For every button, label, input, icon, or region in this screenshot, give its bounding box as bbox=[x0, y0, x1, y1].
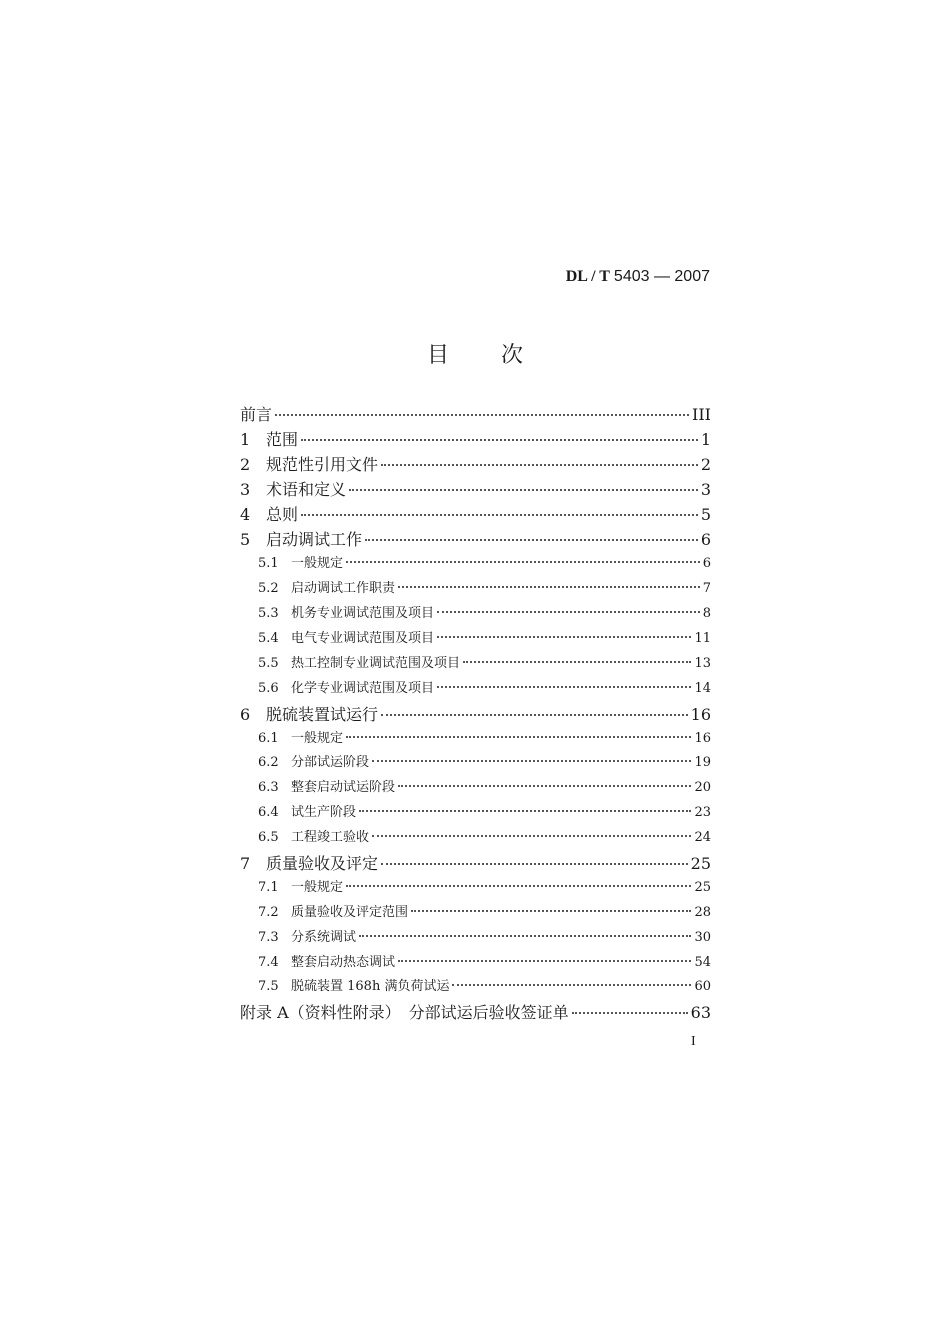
toc-entry[interactable] bbox=[240, 826, 711, 848]
toc-leader-dots bbox=[359, 810, 691, 812]
toc-leader-dots bbox=[372, 835, 691, 837]
toc-entry-number: 5.6 bbox=[258, 681, 279, 696]
page-title bbox=[0, 338, 950, 369]
toc-entry-number: 5.4 bbox=[258, 631, 279, 646]
toc-entry-label: 质量验收及评定 bbox=[266, 854, 379, 873]
toc-entry-label: 规范性引用文件 bbox=[266, 455, 379, 474]
toc-leader-dots bbox=[463, 661, 691, 663]
toc-entry-label: 范围 bbox=[266, 430, 299, 449]
toc-entry-page: 13 bbox=[694, 656, 711, 671]
toc-entry-label: 附录 A（资料性附录） 分部试运后验收签证单 bbox=[240, 1003, 569, 1022]
toc-entry-page: 3 bbox=[700, 480, 711, 499]
toc-entry-number: 7.4 bbox=[258, 955, 279, 970]
toc-entry[interactable] bbox=[240, 527, 711, 549]
toc-entry[interactable] bbox=[240, 801, 711, 823]
toc-entry-label: 一般规定 bbox=[291, 731, 344, 746]
toc-entry[interactable] bbox=[240, 502, 711, 524]
toc-entry[interactable] bbox=[240, 652, 711, 674]
toc-entry[interactable] bbox=[240, 1000, 711, 1022]
toc-entry[interactable] bbox=[240, 951, 711, 973]
toc-entry-label: 前言 bbox=[240, 405, 273, 424]
toc-entry-label: 启动调试工作 bbox=[266, 530, 363, 549]
toc-entry-label: 分系统调试 bbox=[291, 930, 357, 945]
toc-entry-page: 6 bbox=[700, 530, 711, 549]
toc-entry[interactable] bbox=[240, 727, 711, 749]
toc-leader-dots bbox=[411, 910, 691, 912]
toc-leader-dots bbox=[301, 514, 698, 516]
toc-entry[interactable] bbox=[240, 477, 711, 499]
toc-entry-label: 化学专业调试范围及项目 bbox=[291, 681, 435, 696]
toc-entry-page: III bbox=[692, 405, 711, 424]
toc-entry-number: 5.5 bbox=[258, 656, 279, 671]
toc-entry[interactable] bbox=[240, 677, 711, 699]
toc-entry[interactable] bbox=[240, 851, 711, 873]
toc-entry-label: 整套启动试运阶段 bbox=[291, 780, 396, 795]
toc-entry-label: 工程竣工验收 bbox=[291, 830, 370, 845]
toc-entry[interactable] bbox=[240, 876, 711, 898]
toc-entry-page: 25 bbox=[694, 880, 711, 895]
toc-entry-page: 14 bbox=[694, 681, 711, 696]
toc-leader-dots bbox=[452, 984, 691, 986]
toc-entry-page: 7 bbox=[702, 581, 711, 596]
toc-leader-dots bbox=[398, 960, 691, 962]
toc-leader-dots bbox=[381, 863, 688, 865]
toc-entry-page: 16 bbox=[694, 731, 711, 746]
toc-leader-dots bbox=[365, 539, 698, 541]
toc-entry-label: 术语和定义 bbox=[266, 480, 347, 499]
toc-entry-page: 6 bbox=[702, 556, 711, 571]
toc-entry-page: 1 bbox=[700, 430, 711, 449]
toc-entry-number: 3 bbox=[240, 480, 251, 499]
standard-prefix: DL / T bbox=[565, 268, 610, 285]
toc-entry-page: 8 bbox=[702, 606, 711, 621]
toc-entry-label: 分部试运阶段 bbox=[291, 755, 370, 770]
toc-leader-dots bbox=[437, 611, 700, 613]
toc-entry-number: 5 bbox=[240, 530, 251, 549]
title-char-1: 目 bbox=[426, 343, 449, 368]
toc-leader-dots bbox=[398, 785, 691, 787]
toc-entry-number: 1 bbox=[240, 430, 251, 449]
toc-leader-dots bbox=[301, 439, 698, 441]
toc-leader-dots bbox=[275, 414, 689, 416]
toc-entry-number: 5.3 bbox=[258, 606, 279, 621]
toc-entry-number: 7.5 bbox=[258, 979, 279, 994]
toc-entry-page: 54 bbox=[694, 955, 711, 970]
toc-entry-label: 启动调试工作职责 bbox=[291, 581, 396, 596]
toc-entry[interactable] bbox=[240, 602, 711, 624]
toc-entry-label: 电气专业调试范围及项目 bbox=[291, 631, 435, 646]
toc-entry-page: 23 bbox=[694, 805, 711, 820]
toc-leader-dots bbox=[572, 1012, 688, 1014]
toc-entry[interactable] bbox=[240, 776, 711, 798]
toc-entry[interactable] bbox=[240, 702, 711, 724]
standard-code: 5403 — 2007 bbox=[613, 268, 710, 285]
toc-entry-page: 19 bbox=[694, 755, 711, 770]
toc-entry-page: 30 bbox=[694, 930, 711, 945]
toc-leader-dots bbox=[346, 885, 691, 887]
toc-entry-number: 6.3 bbox=[258, 780, 279, 795]
toc-leader-dots bbox=[372, 760, 691, 762]
toc-entry-label: 脱硫装置试运行 bbox=[266, 705, 379, 724]
toc-leader-dots bbox=[381, 714, 688, 716]
toc-entry[interactable] bbox=[240, 975, 711, 997]
toc-entry-label: 脱硫装置 168h 满负荷试运 bbox=[291, 979, 450, 994]
toc-leader-dots bbox=[346, 736, 691, 738]
toc-entry-number: 7.3 bbox=[258, 930, 279, 945]
toc-entry-page: 5 bbox=[700, 505, 711, 524]
toc-entry-page: 25 bbox=[690, 854, 711, 873]
toc-entry-page: 2 bbox=[700, 455, 711, 474]
toc-entry-page: 11 bbox=[694, 631, 711, 646]
toc-entry[interactable] bbox=[240, 751, 711, 773]
toc-leader-dots bbox=[381, 464, 698, 466]
toc-entry[interactable] bbox=[240, 926, 711, 948]
toc-entry[interactable] bbox=[240, 577, 711, 599]
title-char-2: 次 bbox=[501, 343, 524, 368]
toc-entry-number: 7 bbox=[240, 854, 251, 873]
toc-entry-number: 5.2 bbox=[258, 581, 279, 596]
toc-entry-label: 机务专业调试范围及项目 bbox=[291, 606, 435, 621]
toc-entry[interactable] bbox=[240, 452, 711, 474]
toc-entry-number: 6.2 bbox=[258, 755, 279, 770]
toc-entry-number: 6.4 bbox=[258, 805, 279, 820]
toc-entry[interactable] bbox=[240, 427, 711, 449]
toc-entry-number: 6 bbox=[240, 705, 251, 724]
toc-leader-dots bbox=[437, 636, 691, 638]
toc-leader-dots bbox=[437, 686, 691, 688]
standard-number bbox=[566, 268, 710, 286]
toc-entry-page: 16 bbox=[690, 705, 711, 724]
toc-entry-page: 60 bbox=[694, 979, 711, 994]
toc-entry[interactable] bbox=[240, 552, 711, 574]
toc-entry-page: 20 bbox=[694, 780, 711, 795]
page-number: I bbox=[691, 1034, 696, 1049]
toc-entry-number: 6.1 bbox=[258, 731, 279, 746]
toc-entry-page: 24 bbox=[694, 830, 711, 845]
toc-entry-number: 5.1 bbox=[258, 556, 279, 571]
toc-entry-label: 热工控制专业调试范围及项目 bbox=[291, 656, 461, 671]
toc-entry-number: 7.2 bbox=[258, 905, 279, 920]
toc-entry-label: 一般规定 bbox=[291, 556, 344, 571]
toc-leader-dots bbox=[346, 561, 700, 563]
toc-entry-number: 2 bbox=[240, 455, 251, 474]
toc-entry[interactable] bbox=[240, 402, 711, 424]
toc-entry-label: 总则 bbox=[266, 505, 299, 524]
toc-entry-page: 28 bbox=[694, 905, 711, 920]
toc-entry[interactable] bbox=[240, 627, 711, 649]
toc-leader-dots bbox=[359, 935, 691, 937]
toc-entry-number: 7.1 bbox=[258, 880, 279, 895]
toc-entry[interactable] bbox=[240, 901, 711, 923]
toc-entry-number: 4 bbox=[240, 505, 251, 524]
toc-leader-dots bbox=[398, 586, 700, 588]
toc-entry-number: 6.5 bbox=[258, 830, 279, 845]
toc-entry-label: 试生产阶段 bbox=[291, 805, 357, 820]
toc-leader-dots bbox=[349, 489, 698, 491]
toc-entry-label: 一般规定 bbox=[291, 880, 344, 895]
toc-entry-label: 质量验收及评定范围 bbox=[291, 905, 409, 920]
toc-entry-label: 整套启动热态调试 bbox=[291, 955, 396, 970]
toc-entry-page: 63 bbox=[690, 1003, 711, 1022]
